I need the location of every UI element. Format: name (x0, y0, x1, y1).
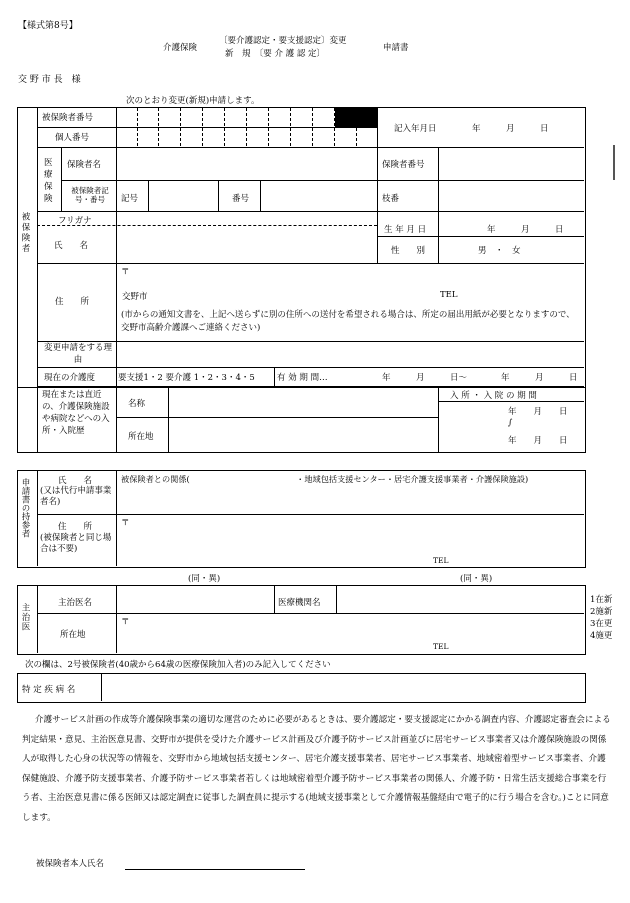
number-label: 番号 (232, 194, 250, 204)
submitter-tel: TEL (433, 556, 449, 565)
title-right: 申請書 (383, 43, 409, 53)
form-number: 【様式第8号】 (18, 21, 78, 31)
doctor-postal-mark: 〒 (121, 617, 130, 627)
submitter-relation: 被保険者との関係( ・地域包括支援センター・居宅介護支援事業者・介護保険施設) (121, 474, 529, 484)
doctor-tel: TEL (433, 642, 449, 651)
sex-label: 性 別 (391, 246, 426, 256)
institution-label: 医療機関名 (278, 598, 321, 608)
code-item: 2施新 (590, 607, 613, 617)
facility-history-label: 現在または直近の、介護保険施設や病院などへの入所・入院歴 (42, 390, 110, 436)
facility-name-label: 名称 (128, 399, 146, 409)
same-different-1: (同・異) (188, 574, 221, 584)
blacked-out-cell (335, 108, 377, 127)
submitter-address-label: 住 所 (58, 522, 93, 532)
sex-options: 男 ・ 女 (478, 246, 521, 256)
insured-tel: TEL (440, 290, 458, 300)
submitter-name-sub: (又は代行申請事業者名) (40, 486, 112, 507)
address-note: (市からの通知文書を、上記へ送らずに別の住所への送付を希望される場合は、所定の届出用紙が必要となりますので、交野市高齢介護課へご連絡ください) (121, 310, 575, 333)
entry-date-fields: 年 月 日 (472, 124, 549, 134)
doctor-section-label: 主治医 (20, 603, 30, 632)
name-label: 氏 名 (54, 241, 89, 251)
insured-section-label: 被保険者 (20, 212, 30, 254)
doctor-address-label: 所在地 (60, 630, 86, 640)
valid-period-dates: 年 月 日～ 年 月 日 (382, 373, 578, 383)
consent-text: 介護サービス計画の作成等介護保険事業の適切な運営のために必要があるときは、要介護認定・要支援認定にかかる調査内容、介護認定審査会による判定結果・意見、主治医意見書、交野市が提供を受けた介護サービス計画及び介護予防サービス計画並びに居宅サービス事業者又は介護保険施設の関係人が取得した心身の状況等の情報を、交野市から地域包括支援センター、居宅介護支援事業者、居宅サービス事業者、地域密着型サービス事業者、介護保健施設、介護予防支援事業者、介護予防サービス事業者若しくは地域密着型介護予防サービス事業者の関係人、介護予防・日常生活支援総合事業を行う者、主治医意見書に係る医師又は認定調査に従事した調査員に提示する(地域支援事業として介護情報基盤経由で電子的に行う場合を含む。)ことに同意します。 (22, 715, 611, 823)
insurer-name-label: 保険者名 (67, 160, 102, 170)
scrollbar-thumb[interactable] (613, 145, 615, 180)
stay-tilde: ∫ (508, 418, 513, 428)
title-new: 新 規 〔要 介 護 認 定〕 (225, 49, 326, 59)
insured-address-label: 住 所 (55, 297, 90, 307)
care-level-value: 要支援1・2 要介護 1・2・3・4・5 (118, 373, 255, 383)
entry-date-label: 記入年月日 (394, 124, 437, 134)
title-left: 介護保険 (163, 43, 198, 53)
same-different-2: (同・異) (460, 574, 493, 584)
addressee: 交 野 市 長 様 (18, 75, 81, 85)
valid-period-label: 有 効 期 間… (277, 373, 328, 383)
personal-number-label: 個人番号 (55, 133, 90, 143)
doctor-name-label: 主治医名 (58, 598, 93, 608)
symbol-label: 記号 (121, 194, 139, 204)
birth-label: 生 年 月 日 (384, 225, 427, 235)
code-item: 3在更 (590, 619, 613, 629)
intro-text: 次のとおり変更(新規)申請します。 (126, 96, 260, 106)
code-item: 4施更 (590, 631, 613, 641)
application-codes (590, 594, 628, 642)
specific-disease-label: 特 定 疾 病 名 (22, 685, 76, 695)
submitter-name-label: 氏 名 (58, 476, 93, 486)
stay-from: 年 月 日 (508, 407, 568, 417)
care-level-label: 現在の介護度 (44, 373, 96, 383)
insurer-number-label: 保険者番号 (382, 160, 425, 170)
medical-insurance-label: 医療保険 (44, 158, 53, 204)
facility-address-label: 所在地 (128, 432, 154, 442)
birth-fields: 年 月 日 (487, 225, 564, 235)
stay-to: 年 月 日 (508, 436, 568, 446)
insured-postal-mark: 〒 (121, 267, 130, 277)
submitter-postal-mark: 〒 (121, 518, 130, 528)
insured-city: 交野市 (122, 292, 148, 302)
code-item: 1在新 (590, 595, 613, 605)
submitter-section-label: 申請書の持参者 (20, 478, 30, 538)
furigana-label: フリガナ (58, 216, 92, 226)
signature-label: 被保険者本人氏名 (36, 859, 105, 869)
stay-period-label: 入 所 ・ 入 院 の 期 間 (450, 391, 537, 401)
insured-code-label: 被保険者記号・番号 (71, 186, 109, 204)
submitter-address-sub: (被保険者と同じ場合は不要) (40, 533, 112, 554)
title-change: 〔要介護認定・要支援認定〕変更 (219, 36, 347, 46)
change-reason-label: 変更申請をする理由 (43, 343, 112, 365)
branch-label: 枝番 (382, 194, 400, 204)
signature-line (125, 869, 305, 870)
specific-note: 次の欄は、2号被保険者(40歳から64歳の医療保険加入者)のみ記入してください (25, 660, 331, 670)
insured-number-label: 被保険者番号 (42, 113, 94, 123)
specific-disease-frame (17, 673, 586, 703)
